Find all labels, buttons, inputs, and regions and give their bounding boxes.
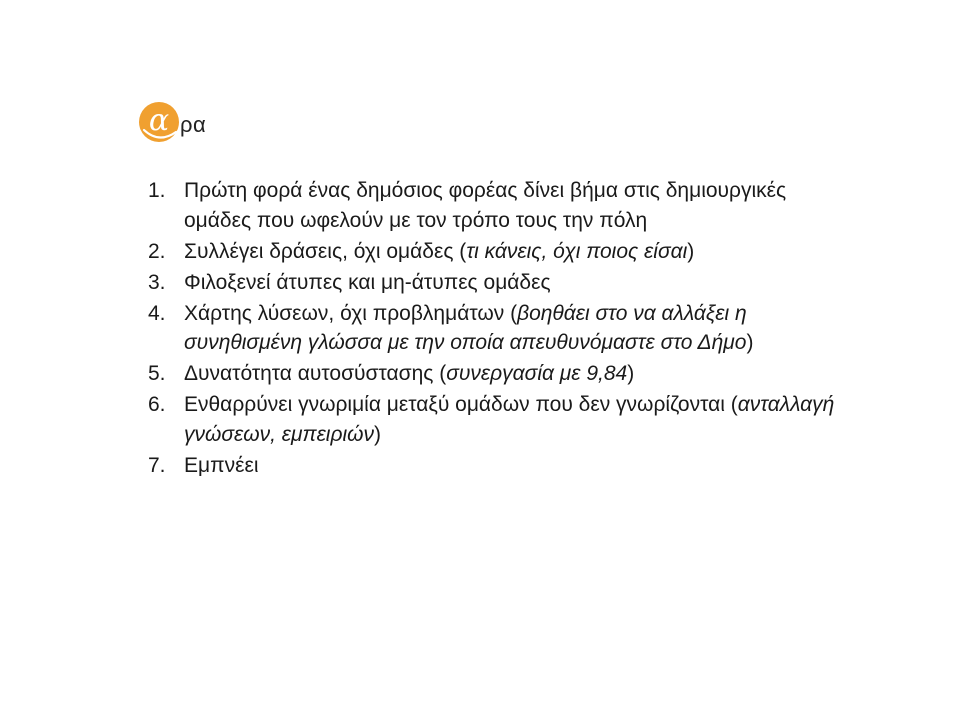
list-item-text-segment: Φιλοξενεί άτυπες και μη-άτυπες ομάδες (184, 270, 551, 294)
list-item-text-segment: Συλλέγει δράσεις, όχι ομάδες ( (184, 239, 467, 263)
list-item-text-segment: Χάρτης λύσεων, όχι προβλημάτων ( (184, 301, 518, 325)
list-item-text (184, 393, 834, 446)
list-item-italic-text: συνεργασία με 9,84 (446, 362, 628, 385)
list-item-italic-text: βοηθάει στο να αλλάξει η συνηθισμένη γλώσσα με την οποία απευθυνόμαστε στο Δήμο (184, 301, 747, 354)
list-item-number: 6. (148, 393, 166, 416)
list-item (148, 268, 838, 298)
list-item-italic-text: τι κάνεις, όχι ποιος είσαι (466, 239, 688, 263)
logo (138, 100, 206, 146)
list-item-text (184, 271, 551, 294)
list-item-text (184, 362, 634, 385)
list-item-number: 3. (148, 270, 166, 294)
list-item (148, 390, 838, 449)
list-item (148, 237, 838, 267)
list-item-text (184, 240, 694, 263)
list-item-text-segment: ) (627, 362, 635, 385)
list-item (148, 451, 838, 481)
list-item-text-segment: ) (687, 239, 695, 263)
list-item-text-segment: ) (746, 331, 754, 354)
list-item (148, 299, 838, 358)
list-item-number: 5. (148, 362, 166, 385)
list-item-number: 2. (148, 239, 166, 263)
list-item-number: 1. (148, 179, 166, 202)
list-item-text-segment: Ενθαρρύνει γνωριμία μεταξύ ομάδων που δεν γνωρίζονται ( (184, 393, 738, 416)
list-item-text (184, 302, 753, 355)
list-item-text-segment: Πρώτη φορά ένας δημόσιος φορέας δίνει βήμα στις δημιουργικές ομάδες που ωφελούν με τον τρόπο τους την πόλη (184, 179, 787, 232)
list-item-text-segment: ) (374, 422, 382, 446)
numbered-list (148, 176, 838, 482)
list-item-text-segment: Δυνατότητα αυτοσύστασης ( (184, 362, 447, 385)
logo-alpha-glyph: α (148, 103, 170, 138)
list-item (148, 176, 838, 235)
list-item-number: 7. (148, 453, 166, 477)
list-item (148, 359, 838, 389)
logo-text: ρα (180, 112, 207, 137)
list-item-number: 4. (148, 301, 166, 325)
list-item-text-segment: Εμπνέει (184, 453, 259, 477)
list-item-text (184, 454, 258, 477)
list-item-text (184, 179, 786, 232)
alpha-logo-icon (138, 100, 180, 146)
list-item-italic-text: ανταλλαγή γνώσεων, εμπειριών (184, 393, 835, 446)
